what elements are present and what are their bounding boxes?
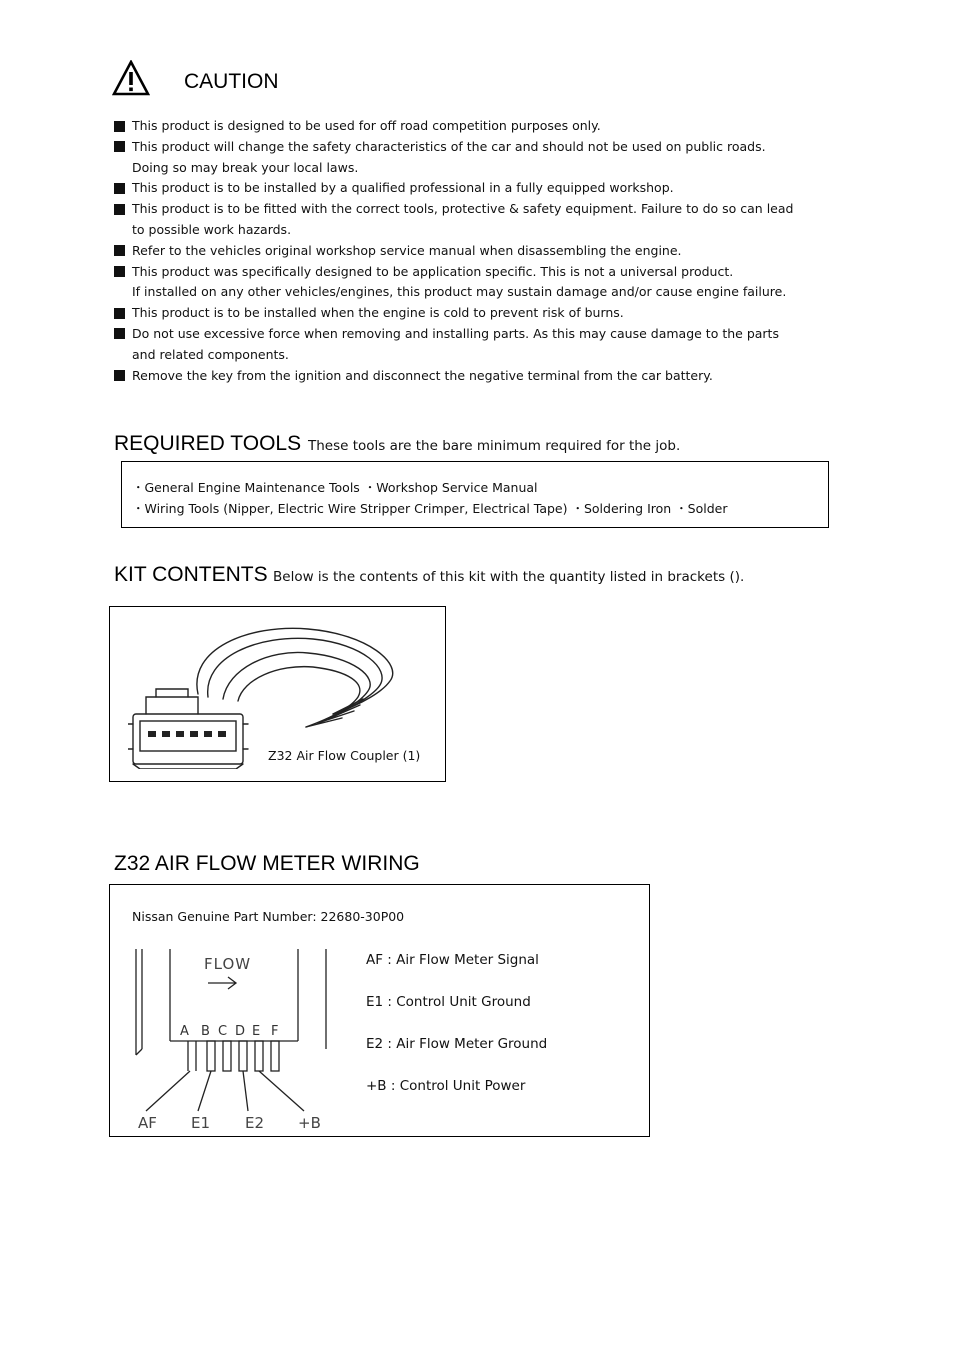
kit-item-box xyxy=(109,606,446,782)
bullet-square-icon xyxy=(114,245,125,256)
bullet-square-icon xyxy=(114,328,125,339)
pin-letter-e: E xyxy=(252,1024,261,1039)
pin-letter-f: F xyxy=(271,1024,279,1039)
caution-item: This product is designed to be used for off road competition purposes only. xyxy=(114,116,814,137)
caution-list xyxy=(114,116,814,386)
caution-item: Refer to the vehicles original workshop service manual when disassembling the engine. xyxy=(114,241,814,262)
legend-e2: E2 : Air Flow Meter Ground xyxy=(366,1036,548,1052)
tools-line-1: ・General Engine Maintenance Tools ・Workshop Service Manual xyxy=(132,480,538,495)
wiring-title: Z32 AIR FLOW METER WIRING xyxy=(114,852,420,875)
bullet-square-icon xyxy=(114,308,125,319)
flow-label: FLOW xyxy=(204,955,252,973)
bullet-square-icon xyxy=(114,183,125,194)
caution-item: This product is to be installed by a qualified professional in a fully equipped workshop. xyxy=(114,178,814,199)
pinout-diagram xyxy=(128,945,358,1135)
caution-item: This product is to be fitted with the correct tools, protective & safety equipment. Failure to do so can lead to possible work hazards. xyxy=(114,199,814,241)
pin-letter-d: D xyxy=(235,1024,246,1039)
wiring-box xyxy=(109,884,650,1137)
part-number: Nissan Genuine Part Number: 22680-30P00 xyxy=(132,909,405,924)
bullet-square-icon xyxy=(114,370,125,381)
kit-contents-subtitle: Below is the contents of this kit with the quantity listed in brackets (). xyxy=(273,569,745,585)
pin-letter-c: C xyxy=(218,1024,228,1039)
caution-item: This product will change the safety characteristics of the car and should not be used on public roads. Doing so may break your local laws. xyxy=(114,137,814,179)
coupler-illustration xyxy=(128,619,421,769)
required-tools-subtitle: These tools are the bare minimum required for the job. xyxy=(308,438,681,454)
caution-title: CAUTION xyxy=(184,70,279,93)
wire-label-e1: E1 xyxy=(191,1114,211,1132)
caution-item: Do not use excessive force when removing and installing parts. As this may cause damage to the parts and related components. xyxy=(114,324,814,366)
caution-item: This product is to be installed when the engine is cold to prevent risk of burns. xyxy=(114,303,814,324)
wire-label-af: AF xyxy=(138,1114,157,1132)
legend-plus-b: +B : Control Unit Power xyxy=(366,1078,526,1094)
kit-item-caption: Z32 Air Flow Coupler (1) xyxy=(268,748,421,763)
caution-item: Remove the key from the ignition and disconnect the negative terminal from the car battery. xyxy=(114,366,814,387)
legend-af: AF : Air Flow Meter Signal xyxy=(366,952,539,968)
kit-contents-title: KIT CONTENTS xyxy=(114,563,268,586)
legend-e1: E1 : Control Unit Ground xyxy=(366,994,531,1010)
bullet-square-icon xyxy=(114,204,125,215)
bullet-square-icon xyxy=(114,141,125,152)
pin-letter-b: B xyxy=(201,1024,210,1039)
pin-letter-a: A xyxy=(180,1024,189,1039)
caution-item: This product was specifically designed to be application specific. This is not a universal product. If installed on any other vehicles/engines, this product may sustain damage and/or cause engine failure. xyxy=(114,262,814,304)
wire-label-plus-b: +B xyxy=(298,1114,321,1132)
warning-icon xyxy=(112,60,150,96)
required-tools-box xyxy=(121,461,829,528)
bullet-square-icon xyxy=(114,266,125,277)
bullet-square-icon xyxy=(114,121,125,132)
wire-label-e2: E2 xyxy=(245,1114,265,1132)
tools-line-2: ・Wiring Tools (Nipper, Electric Wire Stripper Crimper, Electrical Tape) ・Soldering Iron ・Solder xyxy=(132,501,728,516)
required-tools-title: REQUIRED TOOLS xyxy=(114,432,302,455)
